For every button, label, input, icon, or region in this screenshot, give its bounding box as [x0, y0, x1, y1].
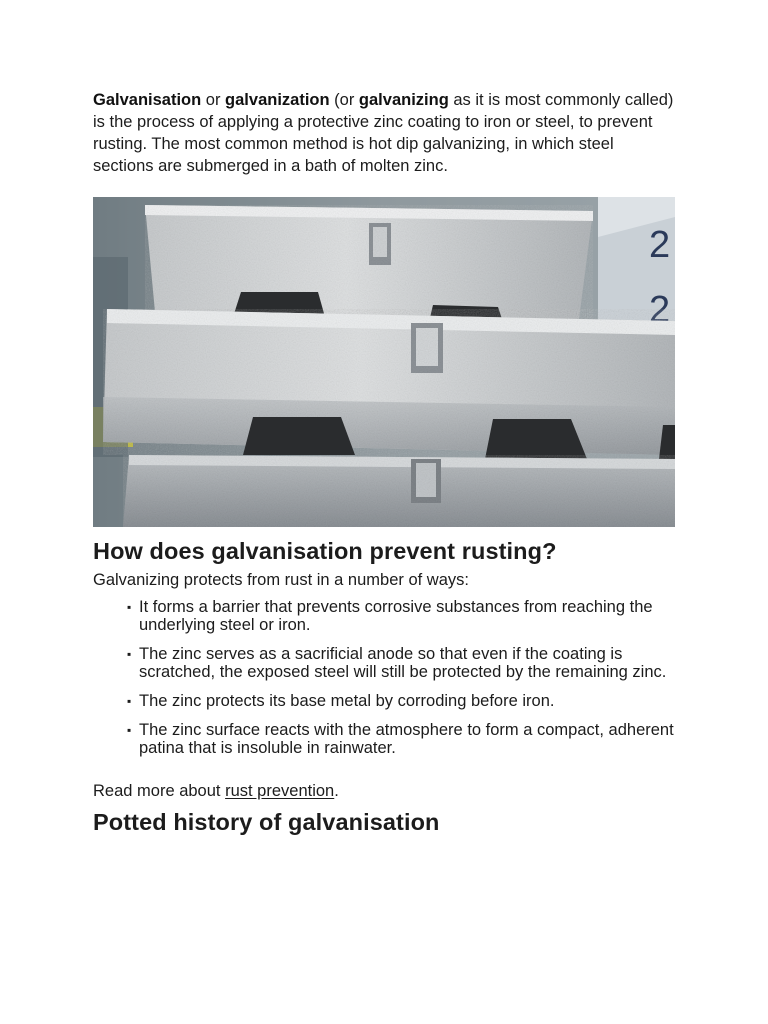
intro-rest: as it is most commonly called) is the process of applying a protective zinc coating to iron or steel, to prevent rusting. The most common method is hot dip galvanizing, in which steel sections are submerged in a bath of molten zinc.	[93, 91, 674, 175]
ingot-hole-4	[485, 419, 587, 459]
ways-intro: Galvanizing protects from rust in a number of ways:	[93, 571, 469, 589]
bullet-icon: ▪	[127, 647, 132, 661]
list-item	[127, 598, 675, 634]
ways-list	[93, 598, 675, 757]
list-item	[127, 645, 675, 681]
article	[93, 89, 675, 836]
read-more-line	[93, 781, 675, 801]
read-more-prefix: Read more about	[93, 782, 226, 800]
heading-potted-history: Potted history of galvanisation	[93, 809, 440, 835]
ingot-bottom	[123, 455, 675, 527]
bullet-icon: ▪	[127, 694, 132, 708]
ingot-hole-3	[243, 417, 355, 455]
list-item-text: It forms a barrier that prevents corrosive substances from reaching the underlying steel or iron.	[139, 598, 653, 634]
term-galvanizing: galvanizing	[358, 91, 449, 109]
list-item	[127, 721, 675, 757]
list-item-text: The zinc serves as a sacrificial anode so that even if the coating is scratched, the exposed steel will still be protected by the remaining zinc.	[139, 645, 667, 681]
wall-label-1: 2	[649, 224, 671, 266]
ingot-middle	[103, 309, 675, 455]
bullet-icon: ▪	[127, 600, 132, 614]
zinc-ingots-photo	[93, 197, 675, 527]
heading-how-galvanisation-prevents-rusting: How does galvanisation prevent rusting?	[93, 538, 557, 564]
term-galvanisation: Galvanisation	[93, 91, 202, 109]
read-more-suffix: .	[334, 782, 339, 800]
intro-or-2: (or	[329, 91, 359, 109]
intro-or-1: or	[201, 91, 226, 109]
wall-label-2: 2	[649, 289, 671, 331]
intro-paragraph	[93, 89, 675, 177]
list-item-text: The zinc surface reacts with the atmosphere to form a compact, adherent patina that is insoluble in rainwater.	[139, 721, 674, 757]
bullet-icon: ▪	[127, 723, 132, 737]
term-galvanization: galvanization	[225, 91, 330, 109]
list-item-text: The zinc protects its base metal by corroding before iron.	[139, 692, 555, 710]
ingot-top	[145, 205, 593, 319]
list-item	[127, 692, 675, 710]
rust-prevention-link[interactable]: rust prevention	[225, 782, 335, 800]
